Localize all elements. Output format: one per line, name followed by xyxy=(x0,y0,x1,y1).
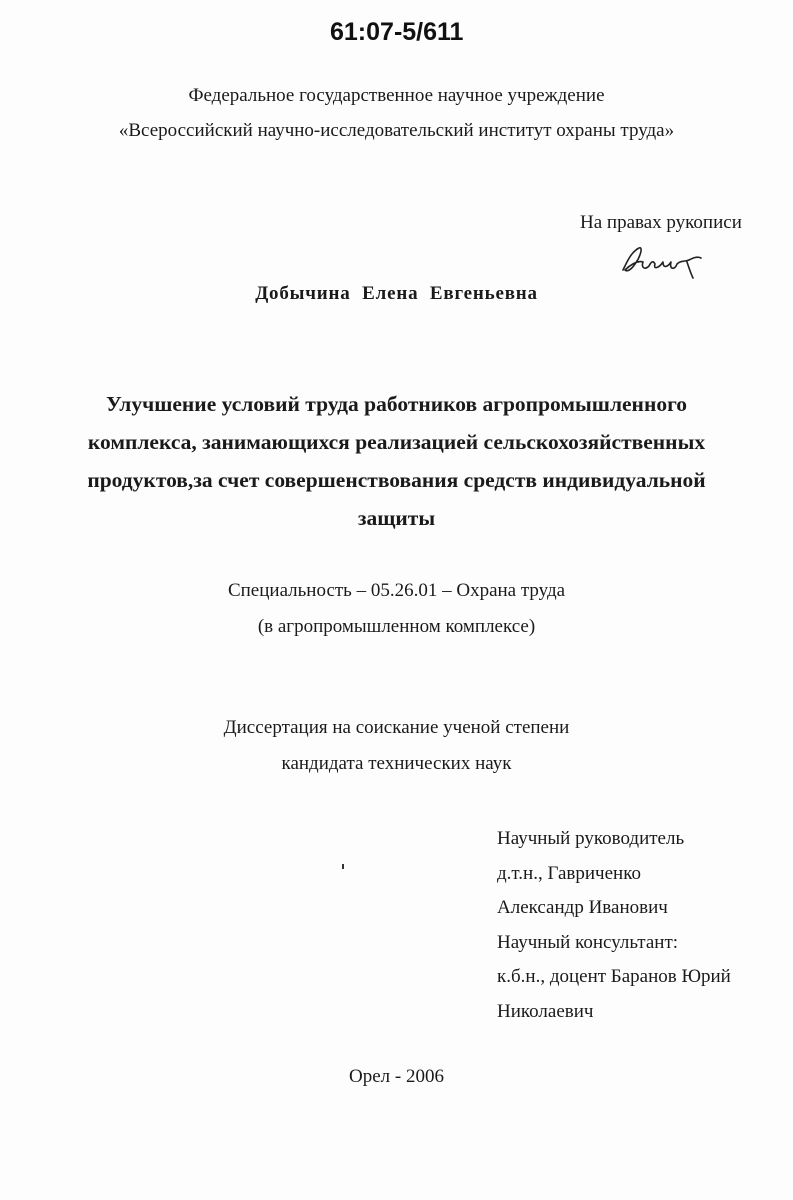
rights-notice: На правах рукописи xyxy=(580,212,742,233)
supervisor-line: Научный консультант: xyxy=(497,931,679,953)
supervisor-line: д.т.н., Гавриченко xyxy=(497,862,641,884)
archive-code: 61:07-5/611 xyxy=(330,18,464,46)
dissertation-title xyxy=(0,385,793,537)
specialty-subline: (в агропромышленном комплексе) xyxy=(257,616,536,637)
supervisor-line: Александр Иванович xyxy=(497,897,668,918)
title-line: продуктов,за счет совершенствования средств индивидуальной xyxy=(87,468,706,492)
supervisor-line: Научный руководитель xyxy=(497,828,685,849)
title-line: Улучшение условий труда работников агропромышленного xyxy=(105,392,688,416)
place-and-year: Орел - 2006 xyxy=(349,1066,444,1087)
institution-name-line1: Федеральное государственное научное учреждение xyxy=(188,85,605,106)
degree-line1: Диссертация на соискание ученой степени xyxy=(223,717,570,738)
scan-speck xyxy=(342,864,344,869)
supervisors-block xyxy=(497,822,731,1029)
supervisor-line: к.б.н., доцент Баранов Юрий xyxy=(497,966,731,987)
supervisor-line: Николаевич xyxy=(497,1000,594,1022)
institution-name-line2: «Всероссийский научно-исследовательский институт охраны труда» xyxy=(118,120,675,141)
specialty-line: Специальность – 05.26.01 – Охрана труда xyxy=(227,580,566,601)
title-line: защиты xyxy=(357,506,436,530)
author-name: Добычина Елена Евгеньевна xyxy=(255,283,538,304)
title-line: комплекса, занимающихся реализацией сельскохозяйственных xyxy=(87,430,706,454)
degree-line2: кандидата технических наук xyxy=(281,753,512,774)
handwritten-signature xyxy=(617,240,707,280)
